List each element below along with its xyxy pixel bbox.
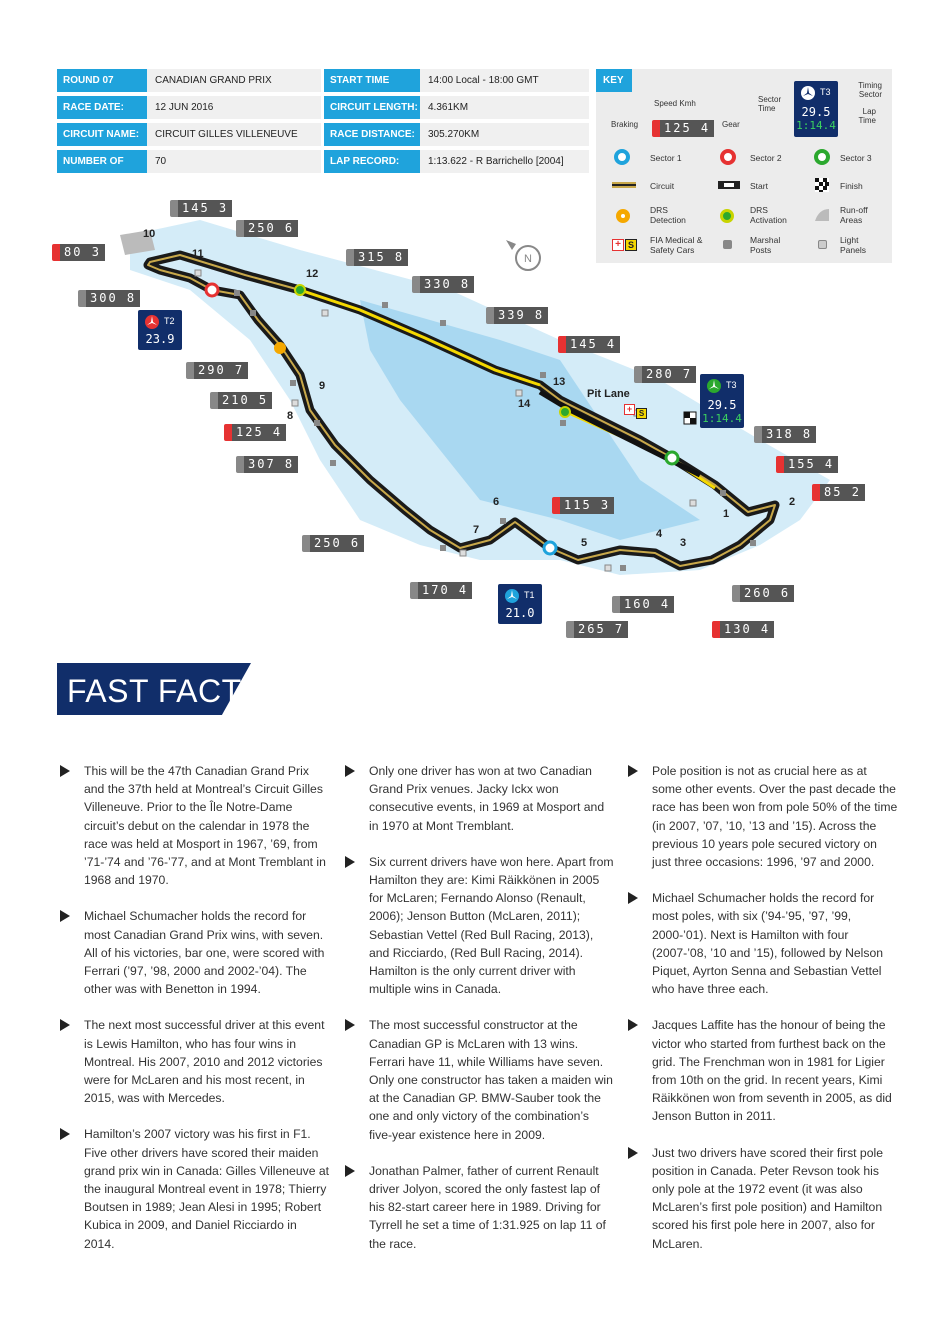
speed-readout xyxy=(732,585,794,602)
sector-t2-box: T2 23.9 xyxy=(138,310,182,350)
pit-lane-label: Pit Lane xyxy=(587,388,630,400)
braking-indicator xyxy=(776,456,784,473)
turn-10-label: 10 xyxy=(143,228,156,240)
speed-gear-value: 85 2 xyxy=(820,484,865,501)
safety-car-icon: S xyxy=(625,239,637,251)
speed-readout xyxy=(346,249,408,266)
drs-activation-icon xyxy=(295,285,305,295)
laps-label: NUMBER OF LAPS: xyxy=(57,150,147,173)
mercedes-logo-icon xyxy=(144,314,160,330)
braking-indicator xyxy=(732,585,740,602)
speed-gear-value: 210 5 xyxy=(218,392,272,409)
turn-12-label: 12 xyxy=(306,268,319,280)
speed-gear-value: 145 4 xyxy=(566,336,620,353)
braking-indicator xyxy=(812,484,820,501)
speed-gear-value: 115 3 xyxy=(560,497,614,514)
speed-readout xyxy=(634,366,696,383)
sector2-marker-icon xyxy=(206,284,218,296)
braking-indicator xyxy=(634,366,642,383)
fact-item: The next most successful driver at this event is Lewis Hamilton, who has four wins in Montreal. His 2007, 2010 and 2012 victories were for McLaren and his most recent, in 2015, was with Mercedes. xyxy=(60,1016,330,1107)
fact-item: Six current drivers have won here. Apart from Hamilton they are: Kimi Räikkönen in 2005 for McLaren; Fernando Alonso (Renault, 2006); Jenson Button (McLaren, 2011); Sebastian Vettel (Red Bull Racing, 2013), and Ricciardo, (Red Bull Racing, 2014). Hamilton is the only current driver with multiple wins in Canada. xyxy=(345,853,615,999)
drs-detection-icon xyxy=(275,343,285,353)
key-runoff: Run-off Areas xyxy=(840,205,868,225)
speed-readout xyxy=(552,497,614,514)
fact-item: Michael Schumacher holds the record for most poles, with six (’94-’95, ’97, ’99, 2000-’01). Next is Hamilton with four (2007-’08, ’10 and ’15), followed by Nelson Piquet, Ayrton Senna and Sebastian Vettel who have three each. xyxy=(628,889,898,998)
speed-readout xyxy=(210,392,272,409)
laps-value: 70 xyxy=(147,150,321,173)
braking-indicator xyxy=(186,362,194,379)
mercedes-logo-icon xyxy=(706,378,722,394)
speed-readout xyxy=(236,456,298,473)
turn-1-label: 1 xyxy=(723,508,730,520)
race-date-label: RACE DATE: xyxy=(57,96,147,119)
key-braking-label: Braking xyxy=(611,120,639,129)
speed-gear-value: 265 7 xyxy=(574,621,628,638)
speed-gear-value: 290 7 xyxy=(194,362,248,379)
key-sector2: Sector 2 xyxy=(750,153,782,163)
braking-indicator xyxy=(224,424,232,441)
speed-gear-value: 318 8 xyxy=(762,426,816,443)
round-value: CANADIAN GRAND PRIX xyxy=(147,69,321,92)
speed-readout xyxy=(52,244,105,261)
turn-8-label: 8 xyxy=(287,410,294,422)
fact-item: Pole position is not as crucial here as at some other events. Over the past decade the race has been won from pole 50% of the time (in 2007, ’07, ’10, ’13 and ’15). Across the previous 10 years pole secured victory on just three occasions: 1996, ’97 and 2000. xyxy=(628,762,898,871)
braking-indicator xyxy=(236,220,244,237)
circuit-length-value: 4.361KM xyxy=(420,96,589,119)
key-gear-label: Gear xyxy=(722,120,740,129)
arrow-bullet-icon xyxy=(345,765,355,777)
turn-9-label: 9 xyxy=(319,380,326,392)
fact-item: Jacques Laffite has the honour of being the victor who started from furthest back on the grid. The Frenchman won in 1981 for Ligier from 10th on the grid. In recent years, Kimi Räikkönen won from seventh in 2005, as did Jenson Button in 2011. xyxy=(628,1016,898,1125)
facts-column-2 xyxy=(345,762,615,1271)
speed-gear-value: 260 6 xyxy=(740,585,794,602)
speed-readout xyxy=(612,596,674,613)
start-time-value: 14:00 Local - 18:00 GMT xyxy=(420,69,589,92)
braking-indicator xyxy=(346,249,354,266)
turn-3-label: 3 xyxy=(680,537,687,549)
round-label: ROUND 07 xyxy=(57,69,147,92)
fact-item: Hamilton’s 2007 victory was his first in F1. Five other drivers have scored their maiden grand prix win in Canada: Gilles Villeneuve at the inaugural Montreal event in 1978; Thierry Boutsen in 1989; Jean Alesi in 1995; Robert Kubica in 2009, and Daniel Ricciardo in 2014. xyxy=(60,1125,330,1252)
turn-7-label: 7 xyxy=(473,524,480,536)
fact-item: Jonathan Palmer, father of current Renault driver Jolyon, scored the only fastest lap of his 82-start career here in 1989. Driving for Tyrrell he set a time of 1:31.925 on lap 11 of the race. xyxy=(345,1162,615,1253)
sector-t1-box: T1 21.0 xyxy=(498,584,542,624)
key-lap-time-label: Lap Time xyxy=(858,107,876,125)
speed-readout xyxy=(558,336,620,353)
facts-column-1 xyxy=(60,762,330,1271)
speed-gear-value: 280 7 xyxy=(642,366,696,383)
svg-text:N: N xyxy=(524,253,532,265)
key-title: KEY xyxy=(596,69,632,92)
arrow-bullet-icon xyxy=(60,910,70,922)
key-speed-label: Speed Kmh xyxy=(654,99,696,108)
braking-indicator xyxy=(52,244,60,261)
arrow-bullet-icon xyxy=(628,1019,638,1031)
speed-gear-value: 250 6 xyxy=(310,535,364,552)
speed-readout xyxy=(78,290,140,307)
arrow-bullet-icon xyxy=(628,892,638,904)
speed-gear-value: 145 3 xyxy=(178,200,232,217)
fact-item: The most successful constructor at the Canadian GP is McLaren with 13 wins. Ferrari have 11, while Williams have seven. Only one constructor has taken a maiden win at the Canadian GP. BMW-Sauber took the one and only victory of the combination’s five-year existence here in 2009. xyxy=(345,1016,615,1143)
arrow-bullet-icon xyxy=(628,765,638,777)
arrow-bullet-icon xyxy=(628,1147,638,1159)
turn-6-label: 6 xyxy=(493,496,500,508)
speed-readout xyxy=(776,456,838,473)
speed-readout xyxy=(486,307,548,324)
key-timing-sector-label: Timing Sector xyxy=(858,81,882,99)
arrow-bullet-icon xyxy=(60,765,70,777)
speed-readout xyxy=(224,424,286,441)
fact-item: Michael Schumacher holds the record for most Canadian Grand Prix wins, with seven. All of his victories, bar one, were scored with Ferrari (’97, ’98, 2000 and 2002-’04). The other was with Benetton in 1994. xyxy=(60,907,330,998)
speed-readout xyxy=(712,621,774,638)
sector1-marker-icon xyxy=(544,542,556,554)
braking-indicator xyxy=(170,200,178,217)
speed-readout xyxy=(170,200,232,217)
braking-indicator xyxy=(552,497,560,514)
fact-item: This will be the 47th Canadian Grand Prix and the 37th held at Montreal’s Circuit Gilles Villeneuve. Prior to the Île Notre-Dame circuit’s debut on the calendar in 1978 the race was held at Mosport in 1967, ’69, from ’71-’74 and ’76-’77, and at Mont Tremblant in 1968 and 1970. xyxy=(60,762,330,889)
sector-t3-box: T3 29.5 1:14.4 xyxy=(700,374,744,428)
turn-5-label: 5 xyxy=(581,537,588,549)
arrow-bullet-icon xyxy=(60,1128,70,1140)
fast-facts-title: FAST FACTS xyxy=(67,673,264,709)
sector3-marker-icon xyxy=(666,452,678,464)
speed-gear-value: 315 8 xyxy=(354,249,408,266)
drs-activation-icon xyxy=(560,407,570,417)
circuit-name-value: CIRCUIT GILLES VILLENEUVE xyxy=(147,123,321,146)
fact-item: Just two drivers have scored their first pole position in Canada. Peter Revson took his only pole at the 1972 event (it was also McLaren’s first pole position) and Hamilton scored his first pole here in 2007, also for McLaren. xyxy=(628,1144,898,1253)
key-drs-detection: DRS Detection xyxy=(650,205,686,225)
key-sector-time-label: Sector Time xyxy=(758,95,782,113)
mercedes-logo-icon xyxy=(504,588,520,604)
braking-indicator xyxy=(558,336,566,353)
speed-readout xyxy=(812,484,865,501)
circuit-length-label: CIRCUIT LENGTH: xyxy=(324,96,420,119)
speed-gear-value: 250 6 xyxy=(244,220,298,237)
braking-indicator xyxy=(486,307,494,324)
compass-icon xyxy=(506,240,540,270)
lap-record-label: LAP RECORD: xyxy=(324,150,420,173)
braking-indicator xyxy=(612,596,620,613)
key-marshal: Marshal Posts xyxy=(750,235,781,255)
key-start: Start xyxy=(750,181,768,191)
speed-gear-value: 330 8 xyxy=(420,276,474,293)
turn-14-label: 14 xyxy=(518,398,531,410)
speed-readout xyxy=(410,582,472,599)
key-circuit: Circuit xyxy=(650,181,675,191)
speed-gear-value: 339 8 xyxy=(494,307,548,324)
race-distance-value: 305.270KM xyxy=(420,123,589,146)
speed-readout xyxy=(236,220,298,237)
key-sector-box: T3 29.5 1:14.4 xyxy=(794,81,838,137)
turn-13-label: 13 xyxy=(553,376,566,388)
braking-indicator xyxy=(302,535,310,552)
arrow-bullet-icon xyxy=(60,1019,70,1031)
braking-indicator xyxy=(236,456,244,473)
speed-gear-value: 125 4 xyxy=(232,424,286,441)
key-medical: FIA Medical & Safety Cars xyxy=(650,235,703,255)
speed-readout xyxy=(566,621,628,638)
speed-gear-value: 307 8 xyxy=(244,456,298,473)
turn-4-label: 4 xyxy=(656,528,663,540)
braking-indicator xyxy=(566,621,574,638)
braking-indicator xyxy=(412,276,420,293)
braking-indicator xyxy=(210,392,218,409)
braking-indicator xyxy=(754,426,762,443)
braking-indicator xyxy=(78,290,86,307)
start-time-label: START TIME xyxy=(324,69,420,92)
lap-record-value: 1:13.622 - R Barrichello [2004] xyxy=(420,150,589,173)
race-distance-label: RACE DISTANCE: xyxy=(324,123,420,146)
braking-indicator xyxy=(712,621,720,638)
speed-gear-value: 170 4 xyxy=(418,582,472,599)
speed-gear-value: 300 8 xyxy=(86,290,140,307)
turn-11-label: 11 xyxy=(192,248,204,260)
key-light-panels: Light Panels xyxy=(840,235,866,255)
turn-2-label: 2 xyxy=(789,496,796,508)
safety-car-icon: S xyxy=(636,408,647,419)
key-sector1: Sector 1 xyxy=(650,153,682,163)
speed-gear-value: 155 4 xyxy=(784,456,838,473)
braking-indicator xyxy=(410,582,418,599)
speed-gear-value: 160 4 xyxy=(620,596,674,613)
medical-car-icon: + xyxy=(624,404,635,415)
key-sector3: Sector 3 xyxy=(840,153,872,163)
speed-gear-value: 130 4 xyxy=(720,621,774,638)
speed-readout xyxy=(754,426,816,443)
arrow-bullet-icon xyxy=(345,1019,355,1031)
speed-readout xyxy=(412,276,474,293)
speed-readout xyxy=(186,362,248,379)
arrow-bullet-icon xyxy=(345,856,355,868)
speed-gear-value: 80 3 xyxy=(60,244,105,261)
speed-readout xyxy=(302,535,364,552)
arrow-bullet-icon xyxy=(345,1165,355,1177)
speed-number: 125 4 xyxy=(660,120,714,137)
fact-item: Only one driver has won at two Canadian Grand Prix venues. Jacky Ickx won consecutive events, in 1969 at Mosport and in 1970 at Mont Tremblant. xyxy=(345,762,615,835)
facts-column-3 xyxy=(628,762,898,1271)
key-drs-activation: DRS Activation xyxy=(750,205,787,225)
circuit-name-label: CIRCUIT NAME: xyxy=(57,123,147,146)
medical-car-icon: + xyxy=(612,239,624,251)
race-date-value: 12 JUN 2016 xyxy=(147,96,321,119)
key-finish: Finish xyxy=(840,181,863,191)
